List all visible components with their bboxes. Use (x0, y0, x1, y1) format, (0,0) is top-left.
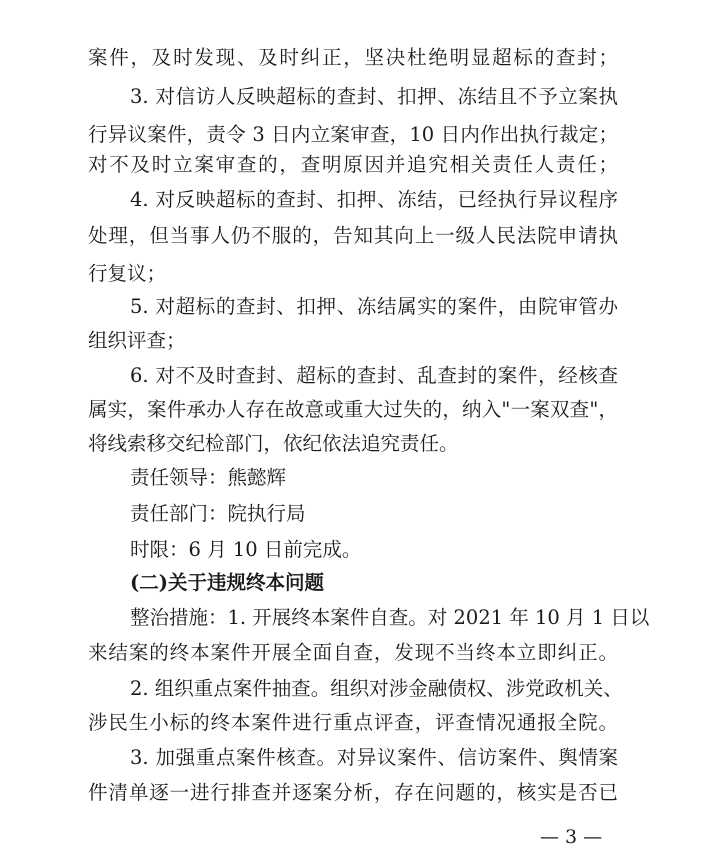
text-line: 案件，及时发现、及时纠正，坚决杜绝明显超标的查封； (88, 46, 618, 69)
text-line: 责任领导：熊懿辉 (130, 466, 287, 489)
text-line: 5. 对超标的查封、扣押、冻结属实的案件，由院审管办 (130, 295, 618, 318)
text-line: 涉民生小标的终本案件进行重点评查，评查情况通报全院。 (88, 711, 618, 734)
text-line: 责任部门：院执行局 (130, 502, 306, 525)
text-line: 2. 组织重点案件抽查。组织对涉金融债权、涉党政机关、 (130, 677, 623, 700)
text-line: 6. 对不及时查封、超标的查封、乱查封的案件，经核查 (130, 364, 618, 387)
section-heading: (二)关于违规终本问题 (130, 571, 324, 594)
text-line: 时限：6 月 10 日前完成。 (130, 538, 362, 561)
text-line: 对不及时立案审查的，查明原因并追究相关责任人责任； (88, 153, 618, 176)
text-line: 来结案的终本案件开展全面自查，发现不当终本立即纠正。 (88, 641, 618, 664)
text-line: 将线索移交纪检部门，依纪依法追究责任。 (88, 432, 459, 455)
text-line: 件清单逐一进行排查并逐案分析，存在问题的，核实是否已 (88, 781, 618, 804)
page-number: — 3 — (540, 826, 603, 848)
text-line: 3. 加强重点案件核查。对异议案件、信访案件、舆情案 (130, 746, 618, 769)
text-line: 4. 对反映超标的查封、扣押、冻结，已经执行异议程序 (130, 188, 618, 211)
text-line: 整治措施：1. 开展终本案件自查。对 2021 年 10 月 1 日以 (130, 606, 650, 629)
text-line: 3. 对信访人反映超标的查封、扣押、冻结且不予立案执 (130, 85, 618, 108)
text-line: 属实，案件承办人存在故意或重大过失的，纳入"一案双查"， (88, 398, 618, 421)
text-line: 处理，但当事人仍不服的，告知其向上一级人民法院申请执 (88, 224, 618, 247)
text-line: 行异议案件，责令 3 日内立案审查，10 日内作出执行裁定； (88, 123, 618, 146)
text-line: 组织评查； (88, 329, 186, 352)
text-line: 行复议； (88, 262, 167, 285)
